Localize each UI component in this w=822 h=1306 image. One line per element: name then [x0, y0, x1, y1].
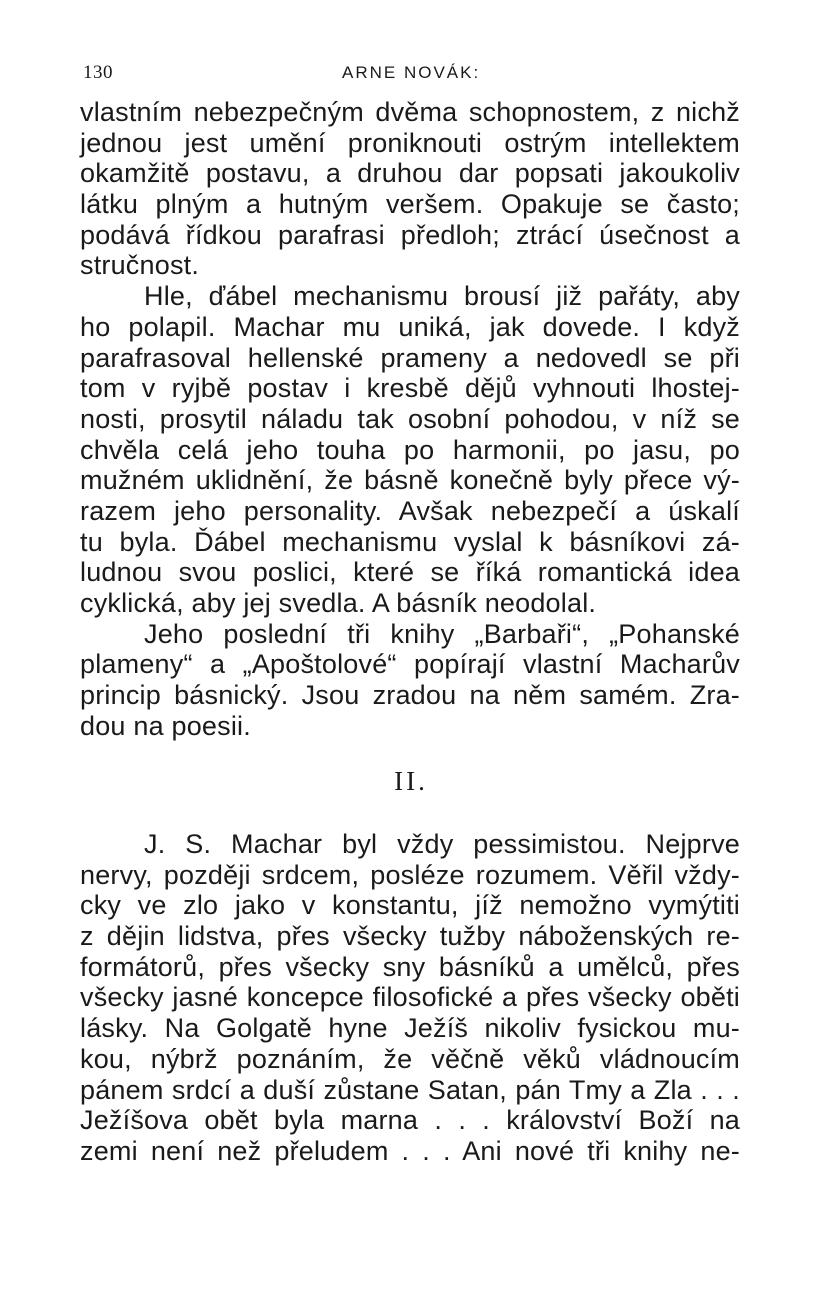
text-line: formátorů, přes všecky sny básníků a umělců, přes	[80, 951, 740, 982]
text-line: nosti, prosytil náladu tak osobní pohodou, v níž se	[80, 403, 740, 434]
text-line: tu byla. Ďábel mechanismu vyslal k básníkovi zá-	[80, 526, 740, 557]
text-line: jednou jest umění proniknouti ostrým intellektem	[80, 127, 740, 158]
text-line: stručnost.	[80, 250, 200, 281]
text-line: parafrasoval hellenské prameny a nedovedl se při	[80, 342, 740, 373]
text-line: cky ve zlo jako v konstantu, jíž nemožno vymýtiti	[80, 890, 740, 921]
text-line: podává řídkou parafrasi předloh; ztrácí úsečnost a	[80, 219, 740, 250]
text-line: Ježíšova obět byla marna . . . království Boží na	[80, 1105, 740, 1136]
page-number: 130	[83, 62, 113, 83]
text-line: pánem srdcí a duší zůstane Satan, pán Tmy a Zla . . .	[80, 1074, 740, 1105]
text-line: plameny“ a „Apoštolové“ popírají vlastní Macharův	[80, 649, 740, 680]
text-line: dou na poesii.	[80, 710, 251, 741]
text-line: z dějin lidstva, přes všecky tužby náboženských re-	[80, 921, 740, 952]
text-line: lásky. Na Golgatě hyne Ježíš nikoliv fysickou mu-	[80, 1013, 740, 1044]
text-line: látku plným a hutným veršem. Opakuje se často;	[80, 189, 740, 220]
text-line: ho polapil. Machar mu uniká, jak dovede. I když	[80, 311, 740, 342]
page-header	[80, 62, 740, 86]
text-line: nervy, později srdcem, posléze rozumem. Věřil vždy-	[80, 859, 740, 890]
text-line: kou, nýbrž poznáním, že věčně věků vládnoucím	[80, 1043, 740, 1074]
text-line: tom v ryjbě postav i kresbě dějů vyhnouti lhostej-	[80, 373, 740, 404]
text-line: zemi není než přeludem . . . Ani nové tři knihy ne-	[80, 1135, 740, 1166]
text-line: princip básnický. Jsou zradou na něm samém. Zra-	[80, 680, 740, 711]
text-line: vlastním nebezpečným dvěma schopnostem, z nichž	[80, 97, 740, 127]
text-line: Hle, ďábel mechanismu brousí již pařáty, aby	[144, 281, 740, 312]
text-line: okamžitě postavu, a druhou dar popsati jakoukoliv	[80, 158, 740, 189]
text-line: razem jeho personality. Avšak nebezpečí a úskalí	[80, 495, 740, 526]
text-block-section-2	[80, 829, 740, 1167]
text-line: chvěla celá jeho touha po harmonii, po jasu, po	[80, 434, 740, 465]
text-line: ludnou svou poslici, které se říká romantická idea	[80, 557, 740, 588]
text-line: mužném uklidnění, že básně konečně byly přece vý-	[80, 465, 740, 496]
text-line: J. S. Machar byl vždy pessimistou. Nejprve	[144, 829, 740, 859]
text-line: Jeho poslední tři knihy „Barbaři“, „Pohanské	[144, 618, 740, 649]
running-head: ARNE NOVÁK:	[342, 63, 481, 82]
text-line: cyklická, aby jej svedla. A básník neodolal.	[80, 588, 597, 618]
text-line: všecky jasné koncepce filosofické a přes všecky oběti	[80, 982, 740, 1013]
section-heading: II.	[394, 766, 428, 796]
text-block-before-section	[80, 97, 740, 741]
